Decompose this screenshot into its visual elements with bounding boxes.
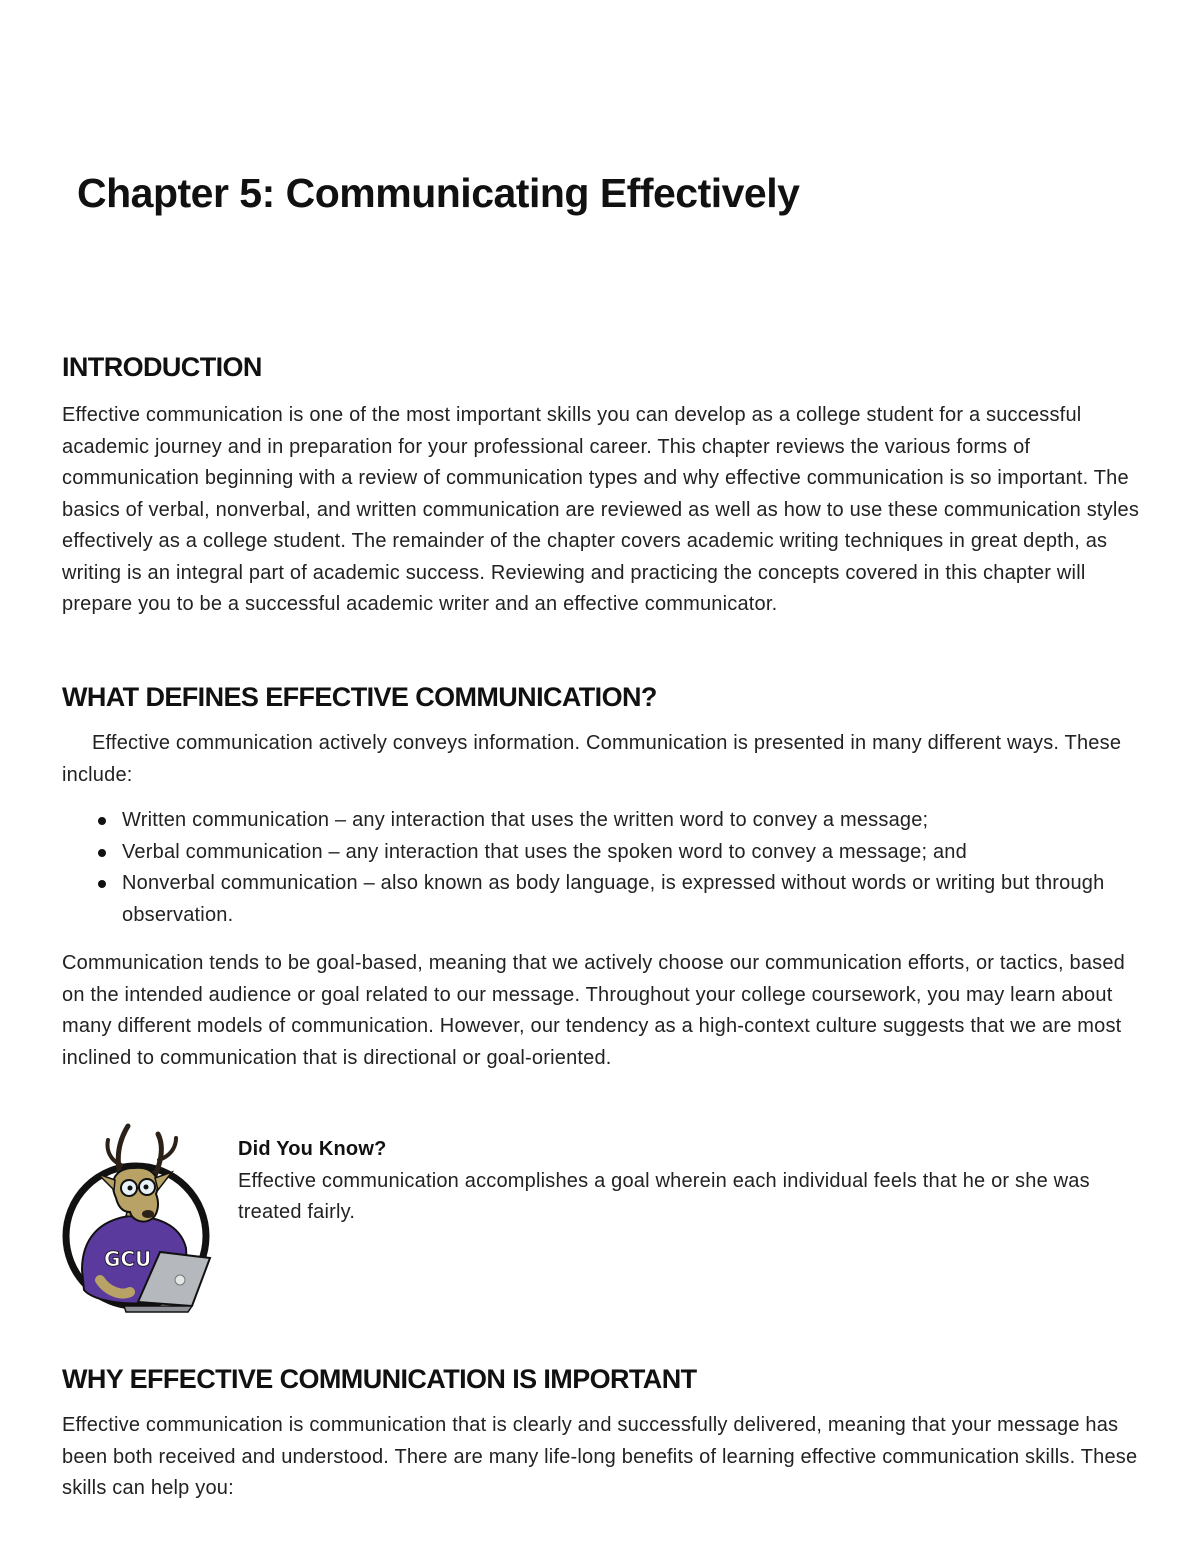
list-item: Verbal communication – any interaction that uses the spoken word to convey a message; and [122, 837, 1122, 869]
did-you-know-title: Did You Know? [238, 1138, 387, 1160]
chapter-title: Chapter 5: Communicating Effectively [77, 170, 800, 216]
introduction-heading: INTRODUCTION [62, 352, 262, 382]
communication-types-list [62, 805, 1122, 931]
list-item: Nonverbal communication – also known as body language, is expressed without words or writing but through observation. [122, 868, 1122, 931]
defines-heading: WHAT DEFINES EFFECTIVE COMMUNICATION? [62, 682, 657, 712]
did-you-know-text: Effective communication accomplishes a goal wherein each individual feels that he or she was treated fairly. [238, 1169, 1090, 1223]
list-item: Written communication – any interaction that uses the written word to convey a message; [122, 805, 1122, 837]
mascot-illustration [60, 1120, 215, 1315]
antelope-mascot-icon [60, 1120, 215, 1315]
goal-based-paragraph: Communication tends to be goal-based, meaning that we actively choose our communication efforts, or tactics, based on the intended audience or goal related to our message. Throughout your college coursework, you may learn about many different models of communication. However, our tendency as a high-context culture suggests that we are most inclined to communication that is directional or goal-oriented. [62, 952, 1125, 1069]
important-paragraph: Effective communication is communication that is clearly and successfully delivered, meaning that your message has been both received and understood. There are many life-long benefits of learning effective communication skills. These skills can help you: [62, 1414, 1138, 1499]
important-heading: WHY EFFECTIVE COMMUNICATION IS IMPORTANT [62, 1364, 697, 1394]
shirt-text: GCU [104, 1247, 152, 1271]
defines-intro-paragraph: Effective communication actively conveys information. Communication is presented in many different ways. These include: [62, 732, 1122, 786]
did-you-know-callout [238, 1134, 1138, 1229]
introduction-paragraph: Effective communication is one of the most important skills you can develop as a college student for a successful academic journey and in preparation for your professional career. This chapter reviews the various forms of communication beginning with a review of communication types and why effective communication is so important. The basics of verbal, nonverbal, and written communication are reviewed as well as how to use these communication styles effectively as a college student. The remainder of the chapter covers academic writing techniques in great depth, as writing is an integral part of academic success. Reviewing and practicing the concepts covered in this chapter will prepare you to be a successful academic writer and an effective communicator. [62, 404, 1140, 615]
